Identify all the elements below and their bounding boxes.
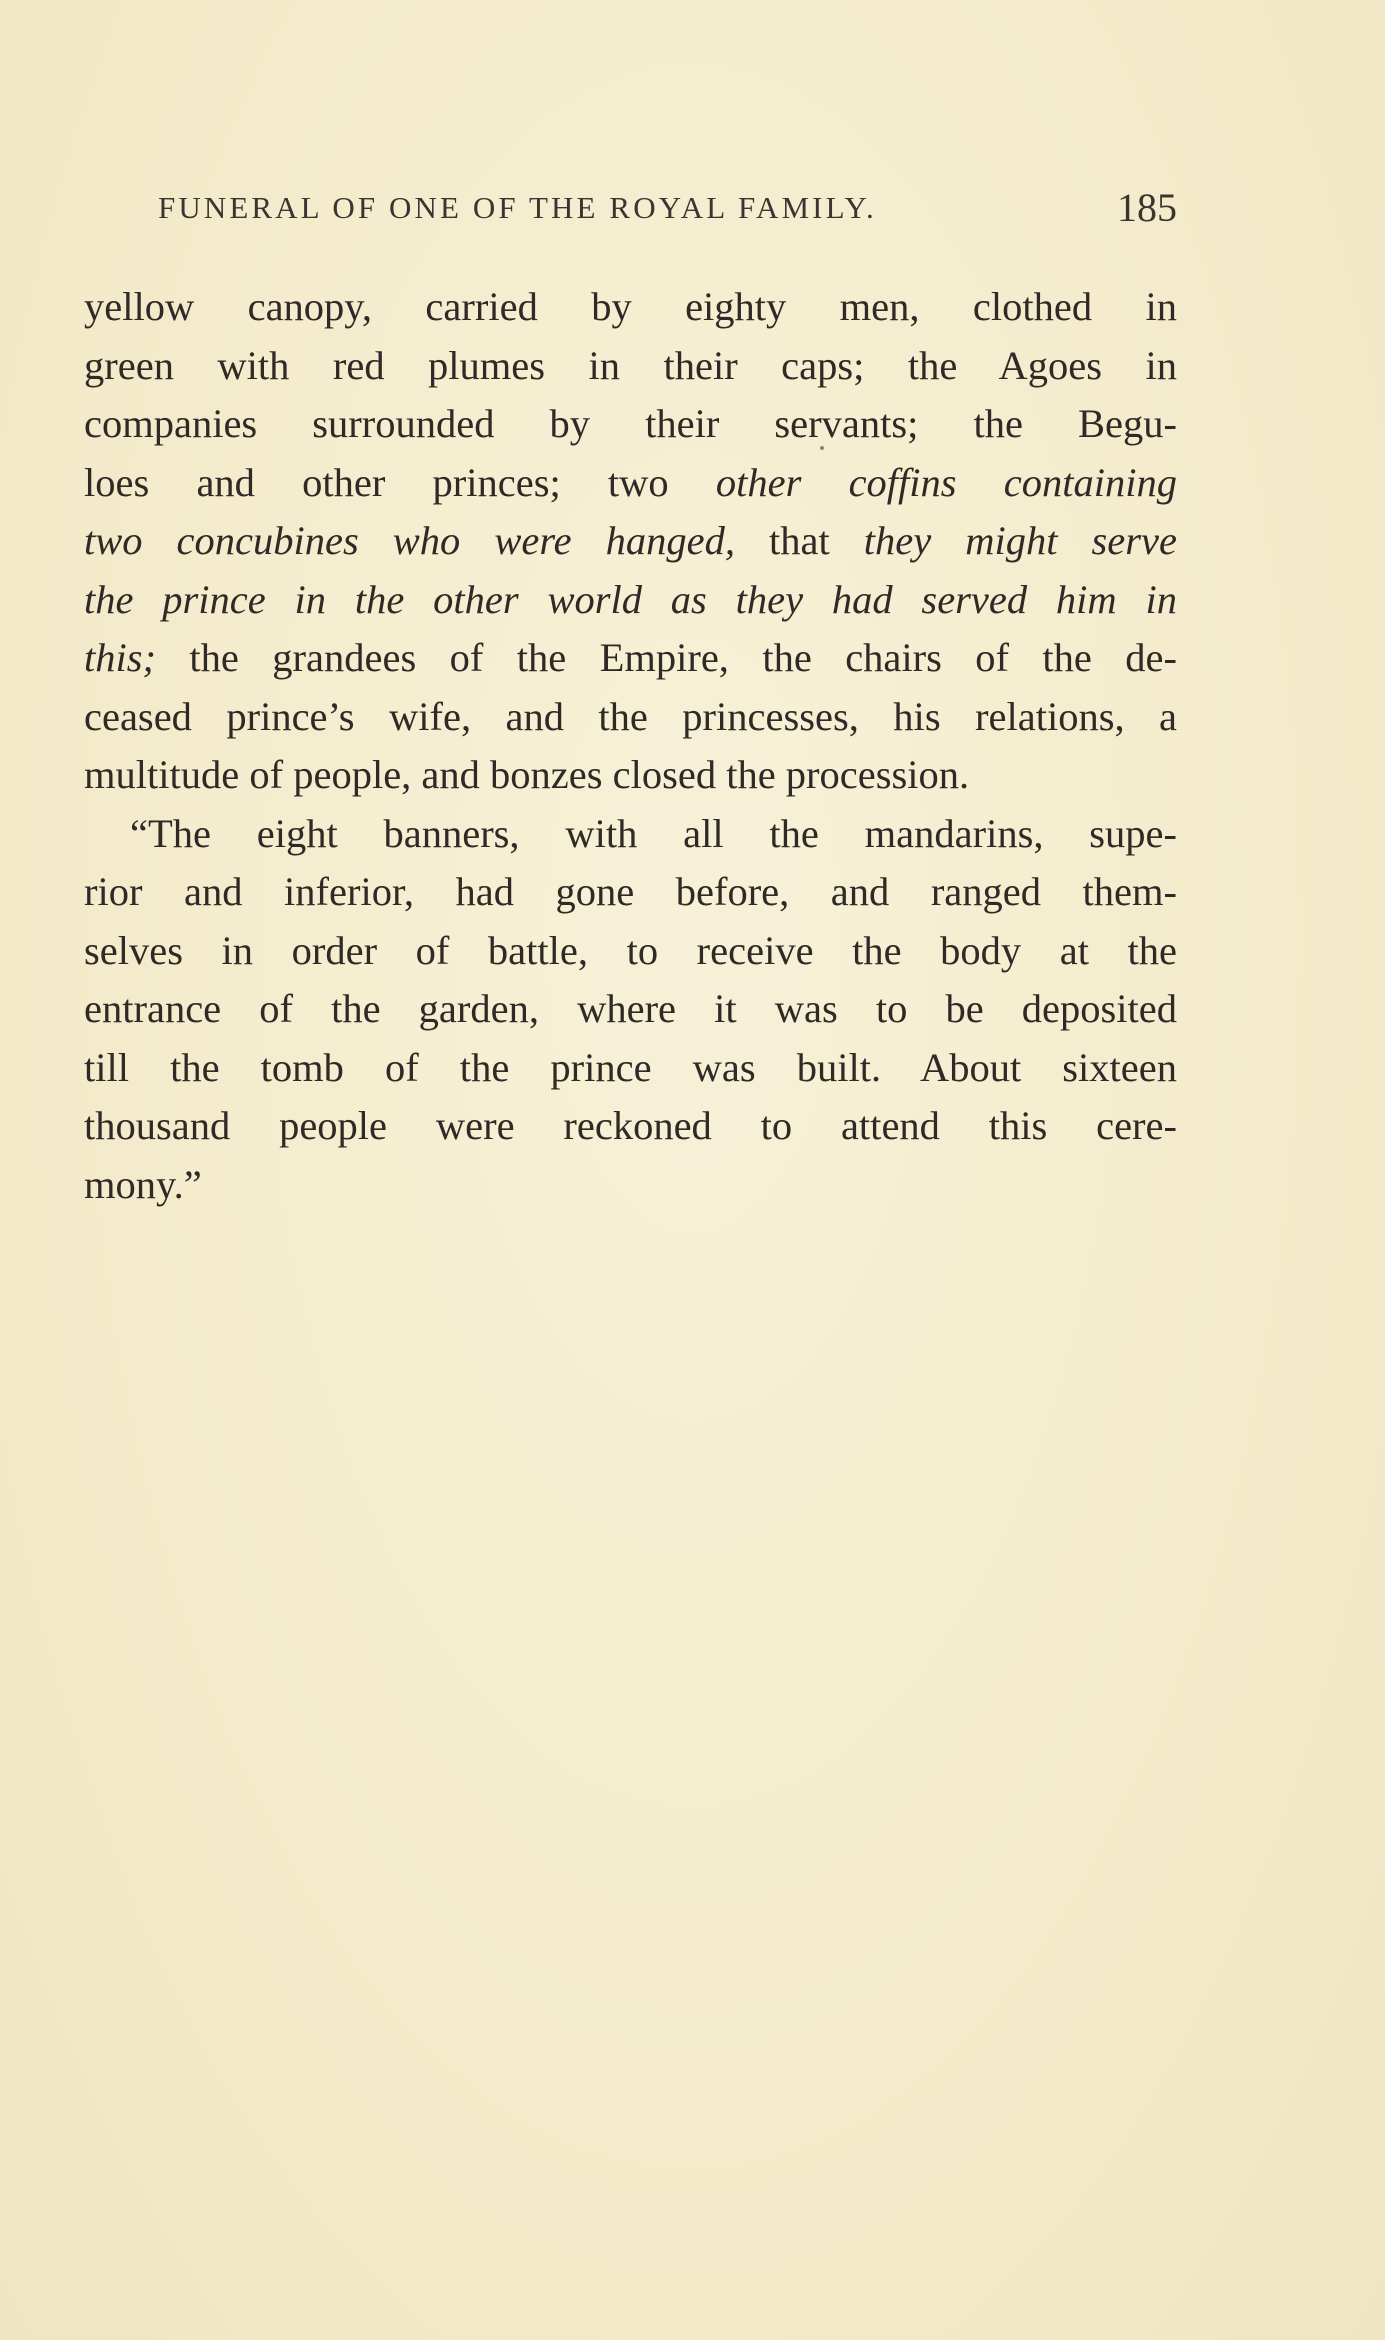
text-line <box>84 278 1177 337</box>
page-number: 185 <box>1117 185 1177 230</box>
text-run: loes and other princes; two <box>84 459 716 505</box>
text-run: selves in order of battle, to receive the body at the <box>84 927 1177 973</box>
text-line <box>84 512 1177 571</box>
text-line <box>84 454 1177 513</box>
print-speck <box>820 446 824 450</box>
italic-run: the prince in the other world as they had served him in <box>84 576 1177 622</box>
text-line <box>84 805 1177 864</box>
text-run: till the tomb of the prince was built. About sixteen <box>84 1044 1177 1090</box>
text-run: ceased prince’s wife, and the princesses, his relations, a <box>84 693 1177 739</box>
text-run: the grandees of the Empire, the chairs of the de- <box>156 635 1177 680</box>
text-line <box>84 688 1177 747</box>
text-line <box>84 1156 1177 1215</box>
text-run: entrance of the garden, where it was to be deposited <box>84 986 1177 1031</box>
text-run: green with red plumes in their caps; the Agoes in <box>84 342 1177 388</box>
text-run: yellow canopy, carried by eighty men, clothed in <box>84 284 1177 329</box>
italic-run: two concubines who were hanged, <box>84 518 735 563</box>
text-line <box>84 337 1177 396</box>
text-line <box>84 395 1177 454</box>
body-text <box>84 278 1177 1214</box>
text-line <box>84 1097 1177 1156</box>
text-line <box>84 863 1177 922</box>
italic-run: they might serve <box>863 518 1177 563</box>
running-title: FUNERAL OF ONE OF THE ROYAL FAMILY. <box>158 190 877 225</box>
italic-run: other coffins containing <box>715 459 1178 505</box>
text-line <box>84 746 1177 805</box>
text-run: that <box>734 518 864 563</box>
text-line <box>84 980 1177 1039</box>
text-run: multitude of people, and bonzes closed the procession. <box>84 752 970 797</box>
italic-run: this; <box>84 635 157 680</box>
text-run: mony.” <box>84 1161 202 1207</box>
text-line <box>84 1039 1177 1098</box>
text-line <box>84 629 1177 688</box>
text-line <box>84 571 1177 630</box>
text-run: companies surrounded by their servants; the Begu- <box>84 401 1177 446</box>
text-line <box>84 922 1177 981</box>
text-run: rior and inferior, had gone before, and ranged them- <box>84 869 1177 914</box>
text-run: thousand people were reckoned to attend this cere- <box>84 1103 1177 1148</box>
text-run: “The eight banners, with all the mandarins, supe- <box>130 810 1177 856</box>
running-head <box>84 186 1177 230</box>
